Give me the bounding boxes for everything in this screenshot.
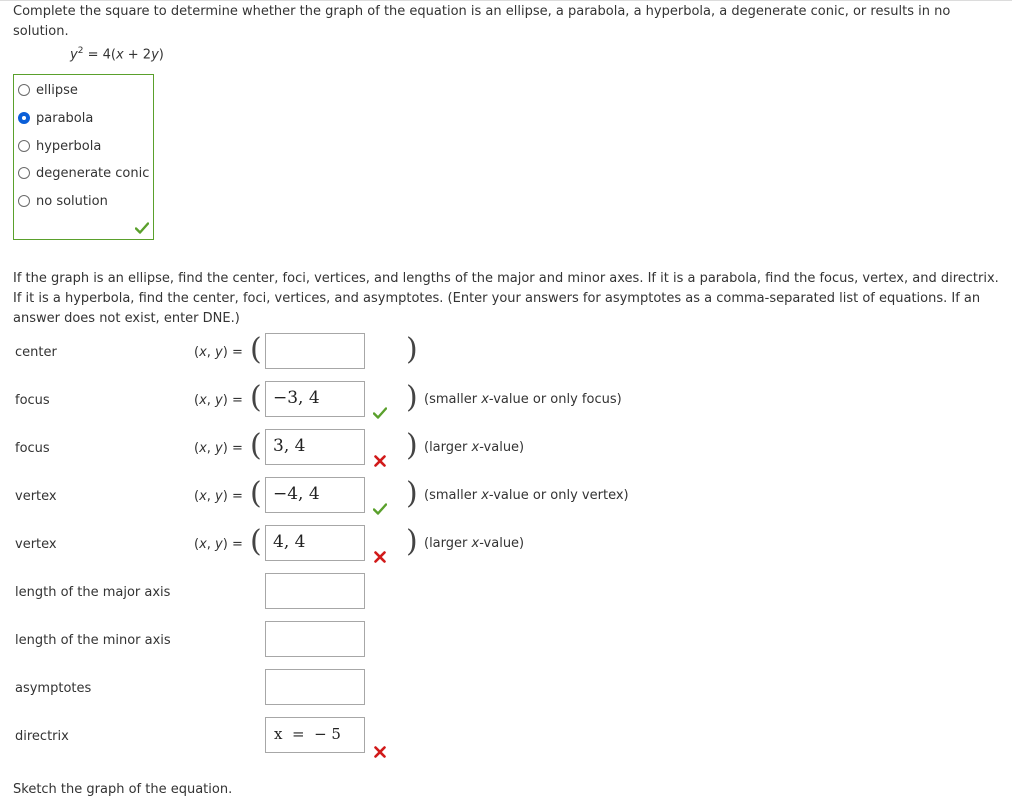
vertex-larger-input[interactable]: 4, 4 <box>265 525 365 561</box>
focus-smaller-hint: (smaller x-value or only focus) <box>424 392 622 407</box>
vertex-larger-hint: (larger x-value) <box>424 536 525 551</box>
focus-label: focus <box>15 393 50 408</box>
focus-smaller-input[interactable]: −3, 4 <box>265 381 365 417</box>
open-paren: ( <box>250 332 262 367</box>
close-paren: ) <box>406 380 418 415</box>
conic-choice-group <box>13 74 154 240</box>
choice-label: no solution <box>36 193 108 209</box>
choice-no-solution[interactable] <box>18 191 108 211</box>
close-paren: ) <box>406 524 418 559</box>
major-axis-label: length of the major axis <box>15 585 171 600</box>
close-paren: ) <box>406 332 418 367</box>
open-paren: ( <box>250 476 262 511</box>
choice-parabola[interactable] <box>18 108 93 128</box>
choice-label: parabola <box>36 110 94 126</box>
directrix-label: directrix <box>15 729 69 744</box>
choice-degenerate-conic[interactable] <box>18 163 149 183</box>
vertex-smaller-hint: (smaller x-value or only vertex) <box>424 488 629 503</box>
choice-label: hyperbola <box>36 138 102 154</box>
choice-ellipse[interactable] <box>18 80 78 100</box>
top-divider <box>0 0 1012 1</box>
directrix-input[interactable]: x = − 5 <box>265 717 365 753</box>
cross-icon <box>373 454 387 468</box>
center-input[interactable] <box>265 333 365 369</box>
question-text: Complete the square to determine whether the graph of the equation is an ellipse, a parabola, a hyperbola, a degenerate conic, or results in no solution. <box>13 4 951 39</box>
focus-label: focus <box>15 441 50 456</box>
open-paren: ( <box>250 428 262 463</box>
close-paren: ) <box>406 476 418 511</box>
close-paren: ) <box>406 428 418 463</box>
xy-label: (x, y) = <box>194 489 243 504</box>
center-label: center <box>15 345 57 360</box>
open-paren: ( <box>250 524 262 559</box>
minor-axis-label: length of the minor axis <box>15 633 171 648</box>
choice-hyperbola[interactable] <box>18 136 101 156</box>
cross-icon <box>373 745 387 759</box>
vertex-smaller-input[interactable]: −4, 4 <box>265 477 365 513</box>
xy-label: (x, y) = <box>194 393 243 408</box>
radio-button[interactable] <box>18 140 30 152</box>
cross-icon <box>373 550 387 564</box>
xy-label: (x, y) = <box>194 345 243 360</box>
instructions-text: If the graph is an ellipse, find the center, foci, vertices, and lengths of the major and minor axes. If it is a parabola, find the focus, vertex, and directrix. If it is a hyperbola, find the center, foci, vertices, and asymptotes. (Enter your answers for asymptotes as a comma-separated list of equations. If an answer does not exist, enter DNE.) <box>13 271 999 326</box>
vertex-label: vertex <box>15 489 57 504</box>
open-paren: ( <box>250 380 262 415</box>
xy-label: (x, y) = <box>194 441 243 456</box>
asymptotes-input[interactable] <box>265 669 365 705</box>
equation: $y^2 = 4(x + 2y)$ <box>70 46 164 63</box>
radio-button[interactable] <box>18 195 30 207</box>
xy-label: (x, y) = <box>194 537 243 552</box>
major-axis-input[interactable] <box>265 573 365 609</box>
choice-label: ellipse <box>36 82 78 98</box>
radio-button-selected[interactable] <box>18 112 30 124</box>
sketch-prompt: Sketch the graph of the equation. <box>13 782 233 797</box>
check-icon <box>373 502 387 516</box>
focus-larger-input[interactable]: 3, 4 <box>265 429 365 465</box>
check-icon <box>373 406 387 420</box>
focus-larger-hint: (larger x-value) <box>424 440 525 455</box>
radio-button[interactable] <box>18 84 30 96</box>
radio-button[interactable] <box>18 167 30 179</box>
minor-axis-input[interactable] <box>265 621 365 657</box>
choice-label: degenerate conic <box>36 165 150 181</box>
asymptotes-label: asymptotes <box>15 681 92 696</box>
check-icon <box>135 221 149 235</box>
vertex-label: vertex <box>15 537 57 552</box>
